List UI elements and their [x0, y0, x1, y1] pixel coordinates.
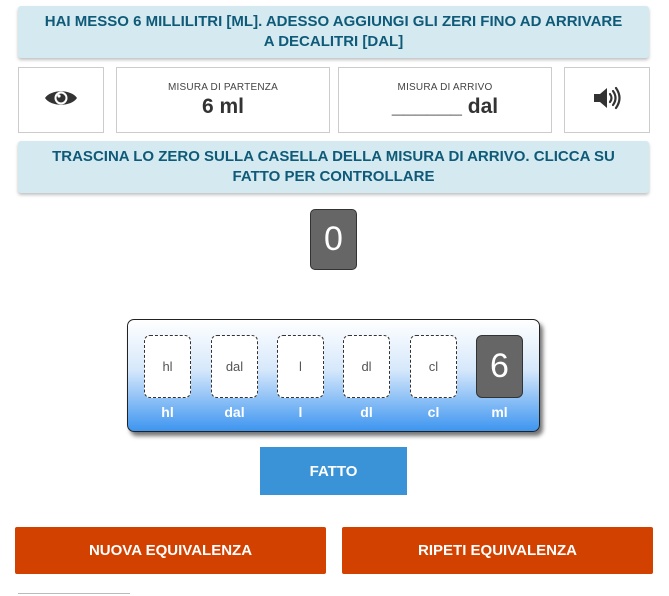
slot-hl[interactable]: hl [144, 335, 191, 398]
new-equivalence-button[interactable]: NUOVA EQUIVALENZA [15, 527, 326, 574]
show-hide-card[interactable] [18, 67, 104, 133]
unit-label-dl: dl [360, 404, 373, 420]
slot-l[interactable]: l [277, 335, 324, 398]
speaker-icon[interactable] [592, 85, 622, 116]
slot-cl[interactable]: cl [410, 335, 457, 398]
unit-label-dal: dal [224, 404, 245, 420]
start-measure-card [116, 67, 330, 133]
unit-label-hl: hl [161, 404, 174, 420]
unit-label-l: l [298, 404, 303, 420]
fatto-button[interactable]: FATTO [260, 447, 407, 495]
unit-label-cl: cl [427, 404, 440, 420]
slot-ml[interactable]: 6 [476, 335, 523, 398]
draggable-zero-tile[interactable]: 0 [310, 209, 357, 270]
slot-dal[interactable]: dal [211, 335, 258, 398]
unit-label-ml: ml [491, 404, 508, 420]
eye-icon[interactable] [44, 87, 78, 114]
repeat-equivalence-button[interactable]: RIPETI EQUIVALENZA [342, 527, 653, 574]
divider [18, 593, 130, 594]
slot-dl[interactable]: dl [343, 335, 390, 398]
instruction-banner-top: HAI MESSO 6 MILLILITRI [ML]. ADESSO AGGIUNGI GLI ZERI FINO AD ARRIVARE A DECALITRI [DAL] [18, 6, 649, 58]
end-measure-label: MISURA DI ARRIVO [397, 81, 493, 93]
audio-card[interactable] [564, 67, 650, 133]
instruction-banner-drag: TRASCINA LO ZERO SULLA CASELLA DELLA MISURA DI ARRIVO. CLICCA SU FATTO PER CONTROLLARE [18, 141, 649, 193]
unit-board [127, 319, 540, 432]
end-measure-card [338, 67, 552, 133]
start-measure-label: MISURA DI PARTENZA [168, 81, 278, 93]
end-measure-value: ______ dal [391, 94, 499, 118]
start-measure-value: 6 ml [201, 94, 245, 118]
